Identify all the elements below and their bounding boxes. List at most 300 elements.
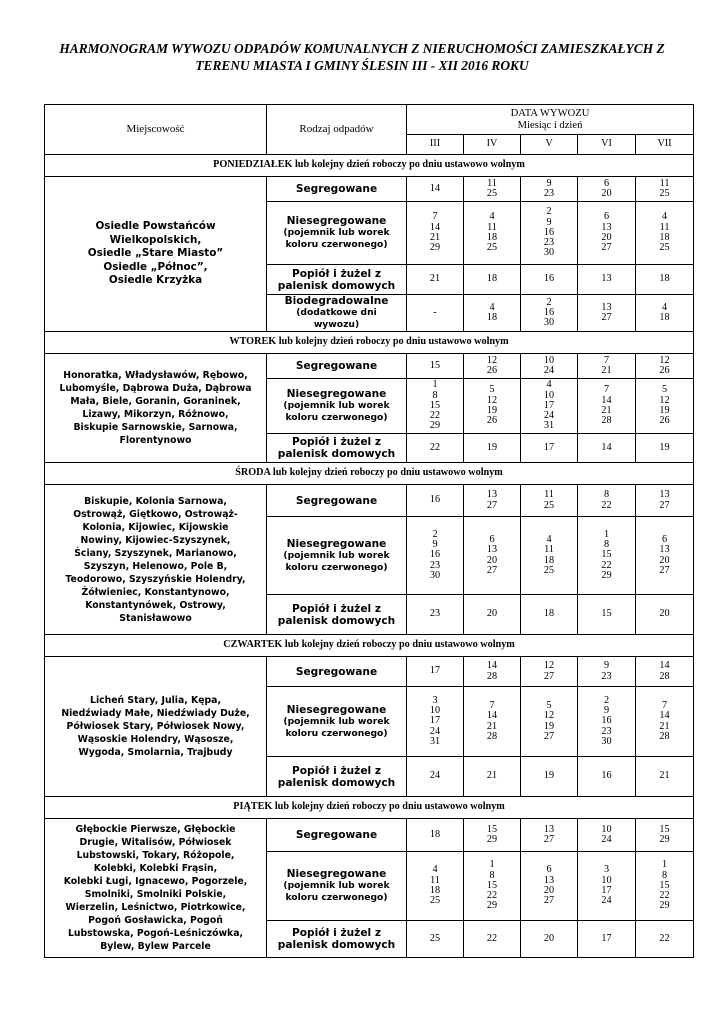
- pickup-day: 22: [601, 499, 612, 511]
- pickup-day: 19: [543, 770, 555, 782]
- locality-name: Bylew, Bylew Parcele: [100, 941, 211, 952]
- pickup-day: 7: [489, 699, 495, 711]
- pickup-day: 4: [546, 533, 552, 545]
- waste-type: [267, 485, 407, 517]
- pickup-dates: [578, 265, 636, 295]
- pickup-day: 15: [601, 608, 612, 620]
- pickup-dates: [636, 354, 694, 379]
- pickup-day: 23: [543, 237, 555, 249]
- waste-type-line: (pojemnik lub worek: [283, 227, 390, 238]
- locality-name: Ostrowąż, Giętkowo, Ostrowąż-: [73, 508, 238, 520]
- pickup-day: 27: [486, 564, 498, 576]
- pickup-day: 19: [543, 720, 555, 732]
- waste-type-line: Biodegradowalne: [284, 295, 389, 307]
- pickup-day: 6: [603, 211, 610, 223]
- pickup-day: 13: [486, 544, 498, 556]
- pickup-day: 17: [601, 932, 612, 944]
- waste-type: [267, 295, 407, 332]
- day-header-row: [45, 155, 694, 177]
- waste-type-line: Segregowane: [295, 494, 378, 507]
- pickup-day: 30: [601, 735, 612, 747]
- pickup-day: 22: [601, 559, 612, 571]
- waste-type-line: Niesegregowane: [286, 703, 387, 716]
- locality-list: [45, 177, 267, 332]
- day-label: ŚRODA lub kolejny dzień roboczy po dniu ustawowo wolnym: [45, 463, 694, 485]
- locality-name: Głębockie Pierwsze, Głębockie: [75, 824, 236, 835]
- pickup-dates: [578, 595, 636, 635]
- pickup-day: 27: [601, 312, 612, 323]
- pickup-day: 5: [489, 384, 495, 396]
- pickup-day: 9: [546, 177, 552, 189]
- pickup-day: 18: [543, 554, 555, 566]
- waste-type-line: koloru czerwonego): [285, 239, 388, 250]
- pickup-day: 3: [603, 864, 610, 876]
- pickup-day: 25: [429, 932, 441, 944]
- pickup-dates: [464, 595, 521, 635]
- locality-name: Florentynowo: [119, 435, 192, 446]
- waste-type-line: Segregowane: [295, 360, 378, 372]
- pickup-day: 6: [489, 533, 495, 545]
- locality-name: Pogoń Gosławicka, Pogoń: [88, 915, 223, 926]
- pickup-dates: [407, 517, 464, 595]
- pickup-day: 1: [661, 859, 668, 871]
- pickup-dates: [578, 434, 636, 463]
- pickup-dates: [636, 265, 694, 295]
- pickup-dates: [578, 852, 636, 921]
- pickup-day: 12: [543, 660, 555, 672]
- pickup-day: 20: [601, 188, 612, 199]
- pickup-day: 16: [429, 494, 441, 506]
- header-date: [407, 105, 694, 135]
- pickup-day: 20: [659, 554, 670, 566]
- pickup-day: 15: [486, 879, 498, 891]
- pickup-day: 23: [429, 559, 441, 571]
- pickup-day: 25: [429, 895, 441, 907]
- waste-type-line: palenisk domowych: [277, 279, 396, 292]
- pickup-day: 4: [661, 301, 668, 313]
- pickup-day: 24: [601, 834, 612, 845]
- pickup-day: 31: [543, 420, 555, 432]
- waste-type-line: Segregowane: [295, 829, 378, 841]
- pickup-day: 27: [543, 670, 555, 682]
- waste-type: [267, 657, 407, 687]
- pickup-dates: [521, 434, 578, 463]
- pickup-dates: [636, 757, 694, 797]
- waste-type: [267, 177, 407, 202]
- pickup-dates: [521, 379, 578, 434]
- pickup-day: 1: [603, 528, 610, 540]
- pickup-day: 25: [543, 564, 555, 576]
- pickup-day: 10: [429, 705, 441, 717]
- pickup-dates: [407, 177, 464, 202]
- pickup-day: 12: [659, 354, 670, 366]
- locality-list: [45, 657, 267, 797]
- pickup-day: 25: [659, 188, 670, 199]
- pickup-day: 17: [543, 399, 555, 411]
- day-header-row: [45, 635, 694, 657]
- pickup-day: 13: [543, 823, 555, 835]
- pickup-dates: [464, 265, 521, 295]
- waste-type-line: palenisk domowych: [277, 776, 396, 789]
- waste-type-line: koloru czerwonego): [285, 412, 388, 423]
- day-label: WTOREK lub kolejny dzień roboczy po dniu ustawowo wolnym: [45, 332, 694, 354]
- waste-type: [267, 921, 407, 958]
- pickup-day: 2: [603, 694, 610, 706]
- locality-name: Wygoda, Smolarnia, Trajbudy: [78, 747, 233, 758]
- pickup-dates: [464, 657, 521, 687]
- pickup-dates: [407, 202, 464, 265]
- waste-type-line: (pojemnik lub worek: [283, 400, 390, 411]
- pickup-day: 14: [429, 221, 441, 233]
- pickup-day: 28: [601, 415, 612, 427]
- pickup-day: 9: [603, 660, 610, 672]
- pickup-day: 27: [659, 564, 670, 576]
- pickup-day: 23: [429, 608, 441, 620]
- waste-type-line: Popiół i żużel z: [291, 267, 382, 280]
- waste-type-line: (pojemnik lub worek: [283, 549, 390, 561]
- pickup-day: 22: [429, 441, 441, 453]
- pickup-day: 14: [486, 710, 498, 722]
- pickup-day: 29: [601, 569, 612, 581]
- locality-list: [45, 485, 267, 635]
- pickup-dates: [407, 819, 464, 852]
- pickup-day: 12: [659, 394, 670, 406]
- pickup-dates: [578, 517, 636, 595]
- locality-name: Honoratka, Władysławów, Rębowo,: [63, 370, 248, 381]
- waste-type-line: (dodatkowe dni: [296, 307, 377, 318]
- pickup-dates: [407, 757, 464, 797]
- pickup-day: 15: [659, 823, 670, 835]
- pickup-day: 21: [601, 365, 612, 376]
- pickup-day: 20: [486, 554, 498, 566]
- pickup-day: 29: [429, 242, 441, 254]
- pickup-day: 11: [544, 489, 554, 501]
- waste-type: [267, 852, 407, 921]
- pickup-dates: [636, 852, 694, 921]
- locality-name: Smolniki, Smolniki Polskie,: [84, 889, 227, 900]
- pickup-day: 21: [486, 720, 498, 732]
- pickup-day: 25: [659, 242, 670, 254]
- pickup-day: 20: [601, 232, 612, 243]
- locality-name: Szyszyn, Helenowo, Pole B,: [83, 560, 228, 572]
- pickup-dates: [578, 295, 636, 332]
- pickup-day: 11: [487, 177, 497, 189]
- locality-name: Biskupie, Kolonia Sarnowa,: [84, 495, 227, 507]
- pickup-day: -: [433, 306, 437, 318]
- pickup-dates: [407, 485, 464, 517]
- locality-name: Osiedle „Stare Miasto”: [87, 247, 224, 260]
- waste-type: [267, 379, 407, 434]
- pickup-day: 17: [601, 885, 612, 896]
- title-line-1: HARMONOGRAM WYWOZU ODPADÓW KOMUNALNYCH Z NIERUCHOMOŚCI ZAMIESZKAŁYCH Z: [59, 41, 665, 56]
- pickup-day: 13: [486, 489, 498, 501]
- pickup-dates: [464, 485, 521, 517]
- pickup-day: 15: [601, 549, 612, 561]
- pickup-day: 12: [486, 354, 498, 366]
- pickup-day: 18: [659, 232, 670, 243]
- pickup-day: 26: [486, 365, 498, 376]
- pickup-dates: [578, 202, 636, 265]
- locality-name: Osiedle „Północ”,: [103, 260, 208, 273]
- pickup-day: 22: [486, 890, 498, 902]
- pickup-day: 25: [486, 188, 498, 199]
- locality-name: Mała, Biele, Goranin, Goraninek,: [70, 396, 241, 407]
- waste-type-line: Popiół i żużel z: [291, 927, 382, 939]
- pickup-day: 16: [543, 226, 555, 238]
- pickup-dates: [407, 921, 464, 958]
- pickup-dates: [407, 265, 464, 295]
- pickup-dates: [578, 379, 636, 434]
- locality-name: Osiedle Powstańców: [95, 220, 216, 233]
- pickup-day: 1: [489, 859, 495, 871]
- header-date-title: DATA WYWOZU: [510, 107, 590, 119]
- pickup-day: 14: [659, 660, 670, 672]
- pickup-dates: [578, 485, 636, 517]
- pickup-dates: [636, 657, 694, 687]
- pickup-day: 11: [544, 544, 554, 556]
- pickup-day: 20: [659, 608, 670, 620]
- locality-name: Żółwieniec, Konstantynowo,: [81, 586, 230, 598]
- pickup-day: 11: [487, 221, 497, 233]
- pickup-dates: [464, 295, 521, 332]
- pickup-dates: [636, 517, 694, 595]
- pickup-day: 27: [543, 730, 555, 742]
- pickup-day: 29: [659, 900, 670, 912]
- pickup-day: 21: [486, 770, 498, 782]
- pickup-day: 9: [546, 216, 552, 228]
- waste-type: [267, 595, 407, 635]
- pickup-dates: [578, 657, 636, 687]
- locality-name: Kolebki, Kolebki Frąsin,: [93, 863, 218, 874]
- pickup-day: 23: [543, 188, 555, 199]
- schedule-row: [45, 177, 694, 202]
- month-header: III: [407, 135, 464, 155]
- waste-type-line: palenisk domowych: [277, 939, 396, 951]
- pickup-dates: [407, 657, 464, 687]
- pickup-day: 2: [546, 296, 552, 308]
- pickup-dates: [521, 687, 578, 757]
- locality-name: Kolebki Ługi, Ignacewo, Pogorzele,: [63, 876, 248, 887]
- locality-name: Lizawy, Mikorzyn, Różnowo,: [82, 409, 229, 420]
- pickup-day: 26: [486, 415, 498, 427]
- pickup-day: 24: [543, 365, 555, 376]
- pickup-day: 29: [486, 900, 498, 912]
- pickup-day: 19: [659, 405, 670, 416]
- pickup-day: 7: [432, 211, 438, 223]
- pickup-day: 29: [429, 420, 441, 432]
- pickup-day: 8: [661, 869, 668, 881]
- waste-type: [267, 265, 407, 295]
- pickup-day: 9: [603, 705, 610, 717]
- pickup-day: 9: [432, 539, 438, 551]
- pickup-dates: [636, 485, 694, 517]
- locality-name: Osiedle Krzyżka: [108, 274, 203, 287]
- pickup-day: 18: [429, 828, 441, 840]
- pickup-dates: [464, 517, 521, 595]
- pickup-day: 22: [486, 932, 498, 944]
- pickup-day: 10: [543, 354, 555, 366]
- day-header-row: [45, 332, 694, 354]
- locality-list: [45, 354, 267, 463]
- pickup-dates: [521, 657, 578, 687]
- schedule-row: [45, 657, 694, 687]
- pickup-day: 30: [543, 247, 555, 259]
- pickup-day: 7: [603, 354, 610, 366]
- pickup-dates: [578, 757, 636, 797]
- pickup-day: 27: [543, 834, 555, 845]
- pickup-day: 17: [429, 665, 441, 677]
- pickup-dates: [407, 595, 464, 635]
- locality-name: Kolonia, Kijowiec, Kijowskie: [82, 521, 229, 533]
- pickup-day: 30: [429, 569, 441, 581]
- pickup-day: 16: [543, 306, 555, 318]
- pickup-day: 18: [543, 608, 555, 620]
- pickup-dates: [521, 595, 578, 635]
- pickup-day: 21: [601, 405, 612, 416]
- pickup-dates: [464, 687, 521, 757]
- locality-name: Lubstowski, Tokary, Różopole,: [76, 850, 235, 861]
- pickup-dates: [521, 757, 578, 797]
- pickup-day: 7: [603, 384, 610, 396]
- waste-type-line: palenisk domowych: [277, 448, 396, 460]
- day-label: PONIEDZIAŁEK lub kolejny dzień roboczy po dniu ustawowo wolnym: [45, 155, 694, 177]
- pickup-day: 15: [486, 823, 498, 835]
- pickup-dates: [521, 921, 578, 958]
- pickup-day: 28: [486, 730, 498, 742]
- header-waste-type: Rodzaj odpadów: [267, 105, 407, 155]
- pickup-day: 13: [659, 489, 670, 501]
- locality-name: Niedźwiady Małe, Niedźwiady Duże,: [61, 708, 250, 719]
- pickup-day: 16: [543, 273, 555, 285]
- waste-type-line: palenisk domowych: [277, 614, 396, 627]
- locality-name: Ściany, Szyszynek, Marianowo,: [74, 547, 237, 559]
- pickup-day: 18: [486, 232, 498, 243]
- pickup-day: 22: [659, 890, 670, 902]
- pickup-day: 24: [543, 410, 555, 422]
- locality-name: Drugie, Witalisów, Półwiosek: [79, 837, 232, 848]
- pickup-day: 28: [486, 670, 498, 682]
- pickup-day: 6: [603, 177, 610, 189]
- pickup-day: 17: [429, 715, 441, 727]
- locality-name: Stanisławowo: [119, 612, 192, 624]
- pickup-day: 25: [486, 242, 498, 254]
- locality-name: Półwiosek Stary, Półwiosek Nowy,: [66, 721, 245, 732]
- pickup-dates: [464, 434, 521, 463]
- pickup-day: 19: [659, 441, 670, 453]
- pickup-day: 14: [486, 660, 498, 672]
- locality-name: Licheń Stary, Julia, Kępa,: [90, 695, 221, 706]
- pickup-day: 18: [429, 885, 441, 896]
- pickup-dates: [521, 819, 578, 852]
- title-line-2: TERENU MIASTA I GMINY ŚLESIN III - XII 2016 ROKU: [195, 58, 529, 73]
- waste-type-line: Niesegregowane: [286, 388, 387, 400]
- pickup-day: 8: [603, 489, 610, 501]
- pickup-day: 27: [601, 242, 612, 254]
- pickup-dates: [464, 757, 521, 797]
- pickup-day: 18: [659, 312, 670, 323]
- pickup-day: 21: [659, 770, 670, 782]
- pickup-day: 31: [429, 735, 441, 747]
- pickup-dates: [636, 434, 694, 463]
- locality-name: Wielkopolskich,: [109, 233, 202, 246]
- pickup-day: 5: [546, 699, 552, 711]
- pickup-day: 11: [430, 874, 440, 886]
- document-title: [20, 40, 704, 74]
- pickup-dates: [521, 265, 578, 295]
- waste-type: [267, 434, 407, 463]
- pickup-day: 29: [659, 834, 670, 845]
- pickup-day: 13: [601, 221, 612, 233]
- pickup-dates: [407, 852, 464, 921]
- pickup-day: 27: [543, 895, 555, 907]
- month-header: VII: [636, 135, 694, 155]
- header-locality: Miejscowość: [45, 105, 267, 155]
- pickup-day: 14: [429, 182, 441, 194]
- pickup-day: 24: [601, 895, 612, 907]
- waste-type: [267, 687, 407, 757]
- locality-name: Wierzelin, Leśnictwo, Piotrkowice,: [65, 902, 246, 913]
- pickup-dates: [464, 852, 521, 921]
- schedule-row: [45, 485, 694, 517]
- waste-type: [267, 819, 407, 852]
- waste-type-line: Popiół i żużel z: [291, 764, 382, 777]
- waste-type: [267, 354, 407, 379]
- day-header-row: [45, 797, 694, 819]
- pickup-day: 13: [543, 874, 555, 886]
- pickup-day: 23: [601, 725, 612, 737]
- pickup-day: 8: [432, 389, 438, 401]
- pickup-day: 4: [661, 211, 668, 223]
- pickup-day: 14: [601, 441, 612, 453]
- pickup-dates: [578, 177, 636, 202]
- waste-type-line: Segregowane: [295, 183, 378, 195]
- pickup-dates: [464, 819, 521, 852]
- pickup-day: 21: [659, 720, 670, 732]
- pickup-day: 16: [601, 770, 612, 782]
- pickup-day: 20: [543, 885, 555, 896]
- pickup-day: 20: [486, 608, 498, 620]
- pickup-dates: [578, 354, 636, 379]
- pickup-day: 14: [659, 710, 670, 722]
- pickup-dates: [407, 379, 464, 434]
- pickup-dates: [578, 819, 636, 852]
- pickup-day: 16: [601, 715, 612, 727]
- pickup-day: 3: [432, 694, 438, 706]
- pickup-day: 20: [543, 932, 555, 944]
- waste-type-line: koloru czerwonego): [285, 727, 388, 739]
- pickup-day: 24: [429, 770, 441, 782]
- pickup-day: 10: [601, 874, 612, 886]
- pickup-day: 2: [546, 206, 552, 218]
- day-label: CZWARTEK lub kolejny dzień roboczy po dniu ustawowo wolnym: [45, 635, 694, 657]
- schedule-table: [44, 104, 694, 958]
- pickup-dates: [636, 921, 694, 958]
- pickup-dates: [464, 177, 521, 202]
- pickup-day: 17: [543, 441, 555, 453]
- pickup-day: 13: [659, 544, 670, 556]
- pickup-day: 18: [486, 273, 498, 285]
- waste-type-line: Popiół i żużel z: [291, 602, 382, 615]
- pickup-day: 1: [432, 379, 438, 391]
- header-row: [45, 105, 694, 135]
- pickup-dates: [636, 295, 694, 332]
- pickup-day: 7: [661, 699, 668, 711]
- waste-type: [267, 202, 407, 265]
- pickup-day: 13: [601, 301, 612, 313]
- pickup-day: 4: [432, 864, 438, 876]
- pickup-day: 2: [432, 528, 438, 540]
- header-date-subtitle: Miesiąc i dzień: [517, 119, 583, 131]
